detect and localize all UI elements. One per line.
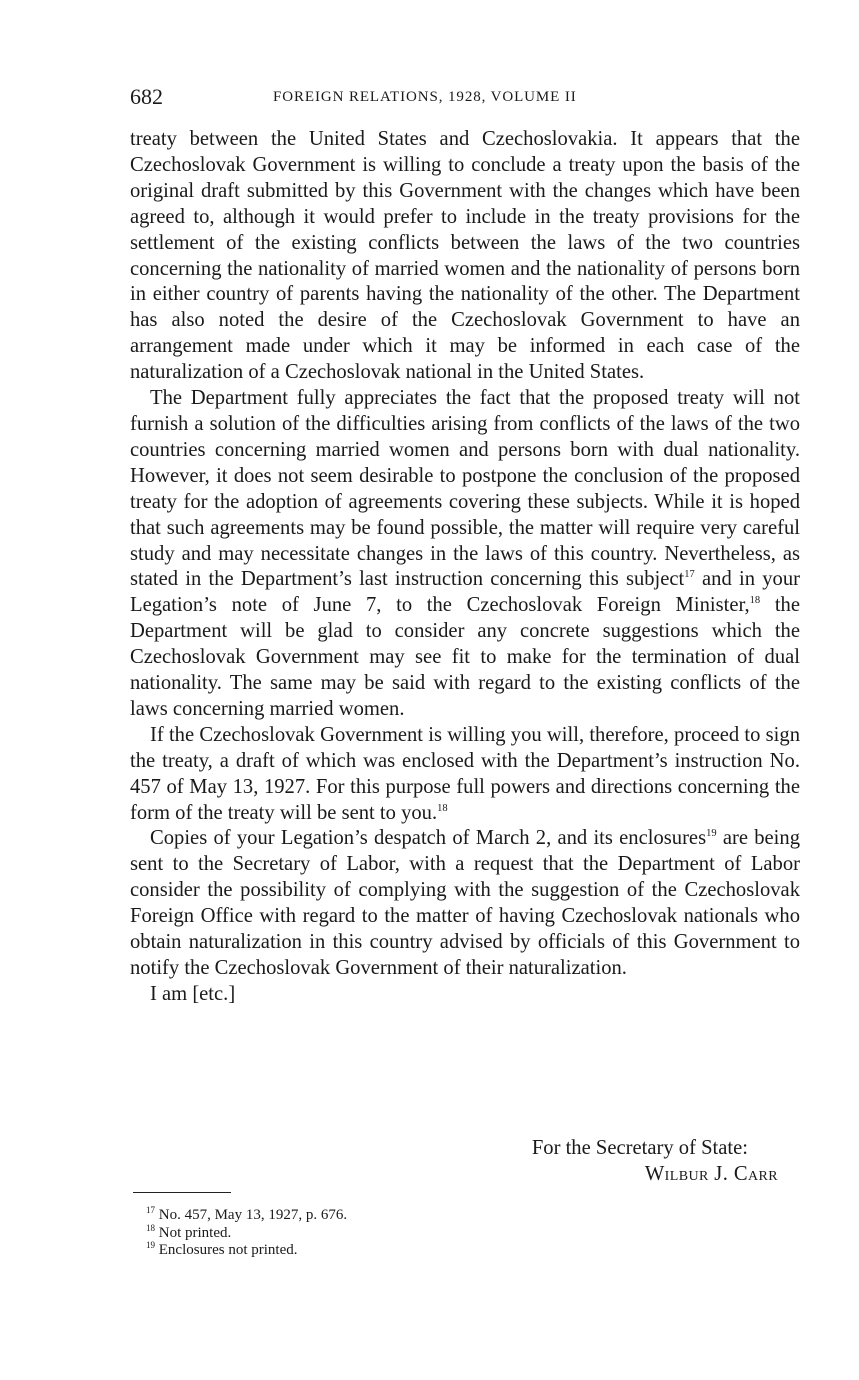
signature-name: Wilbur J. Carr — [644, 1163, 778, 1185]
footnote-text: Enclosures not printed. — [158, 1242, 298, 1259]
paragraph-4 — [130, 826, 800, 981]
paragraph-3 — [130, 723, 800, 827]
footnote-number: 17 — [146, 1205, 155, 1215]
signature-block — [130, 1135, 778, 1187]
footnote-17 — [146, 1207, 746, 1225]
footnote-divider — [133, 1192, 231, 1193]
body-text — [130, 127, 800, 1008]
footnote-number: 19 — [146, 1240, 155, 1251]
paragraph-2-text-c: the Department will be glad to consider any concrete suggestions which the Czechoslovak Government may see fit to make for the termination of dual nationality. The same may be said with regard to the existing conflicts of the laws concerning married women. — [130, 594, 800, 720]
footnote-ref-17[interactable]: 17 — [684, 569, 695, 581]
paragraph-2-text-b: and in your Legation’s note of June 7, to the Czechoslovak Foreign Minister, — [130, 568, 800, 617]
paragraph-1 — [130, 127, 800, 386]
closing-line: I am [etc.] — [150, 982, 236, 1005]
running-head: FOREIGN RELATIONS, 1928, VOLUME II — [273, 89, 577, 105]
footnote-19 — [146, 1242, 746, 1260]
paragraph-4-text-b: are being sent to the Secretary of Labor, with a request that the Department of Labor consider the possibility of complying with the suggestion of the Czechoslovak Foreign Office with regard to the matter of having Czechoslovak nationals who obtain naturalization in this country advised by officials of this Government to notify the Czechoslovak Government of their naturalization. — [130, 827, 800, 979]
paragraph-1-text: treaty between the United States and Czechoslovakia. It appears that the Czechoslovak Government is willing to conclude a treaty upon the basis of the original draft submitted by this Government with the changes which have been agreed to, although it would prefer to include in the treaty provisions for the settlement of the existing conflicts between the laws of the two countries concerning the nationality of married women and the nationality of persons born in either country of parents having the nationality of the other. The Department has also noted the desire of the Czechoslovak Government to have an arrangement made under which it may be informed in each case of the naturalization of a Czechoslovak national in the United States. — [130, 128, 800, 384]
footnote-ref-18-second[interactable]: 18 — [437, 802, 448, 814]
signature-title: For the Secretary of State: — [531, 1137, 748, 1159]
footnote-ref-18[interactable]: 18 — [749, 595, 761, 607]
footnote-ref-19[interactable]: 19 — [706, 828, 717, 840]
footnote-text: No. 457, May 13, 1927, p. 676. — [158, 1207, 348, 1223]
footnote-number: 18 — [146, 1222, 155, 1233]
page-number: 682 — [130, 84, 163, 109]
footnote-text: Not printed. — [158, 1224, 232, 1241]
paragraph-3-text: If the Czechoslovak Government is willing you will, therefore, proceed to sign the treaty, a draft of which was enclosed with the Department’s instruction No. 457 of May 13, 1927. For this purpose full powers and directions concerning the form of the treaty will be sent to you. — [130, 723, 800, 824]
footnotes — [146, 1207, 746, 1260]
paragraph-2 — [130, 386, 800, 723]
paragraph-4-text-a: Copies of your Legation’s despatch of March 2, and its enclosures — [150, 827, 707, 850]
page-header — [130, 84, 800, 114]
paragraph-2-text-a: The Department fully appreciates the fact that the proposed treaty will not furnish a solution of the difficulties arising from conflicts of the laws of the two countries concerning married women and persons born with dual nationality. However, it does not seem desirable to postpone the conclusion of the proposed treaty for the adoption of agreements covering these subjects. While it is hoped that such agreements may be found possible, the matter will require very careful study and may necessitate changes in the laws of this country. Nevertheless, as stated in the Department’s last instruction concerning this subject — [130, 387, 800, 591]
footnote-18 — [146, 1222, 746, 1243]
